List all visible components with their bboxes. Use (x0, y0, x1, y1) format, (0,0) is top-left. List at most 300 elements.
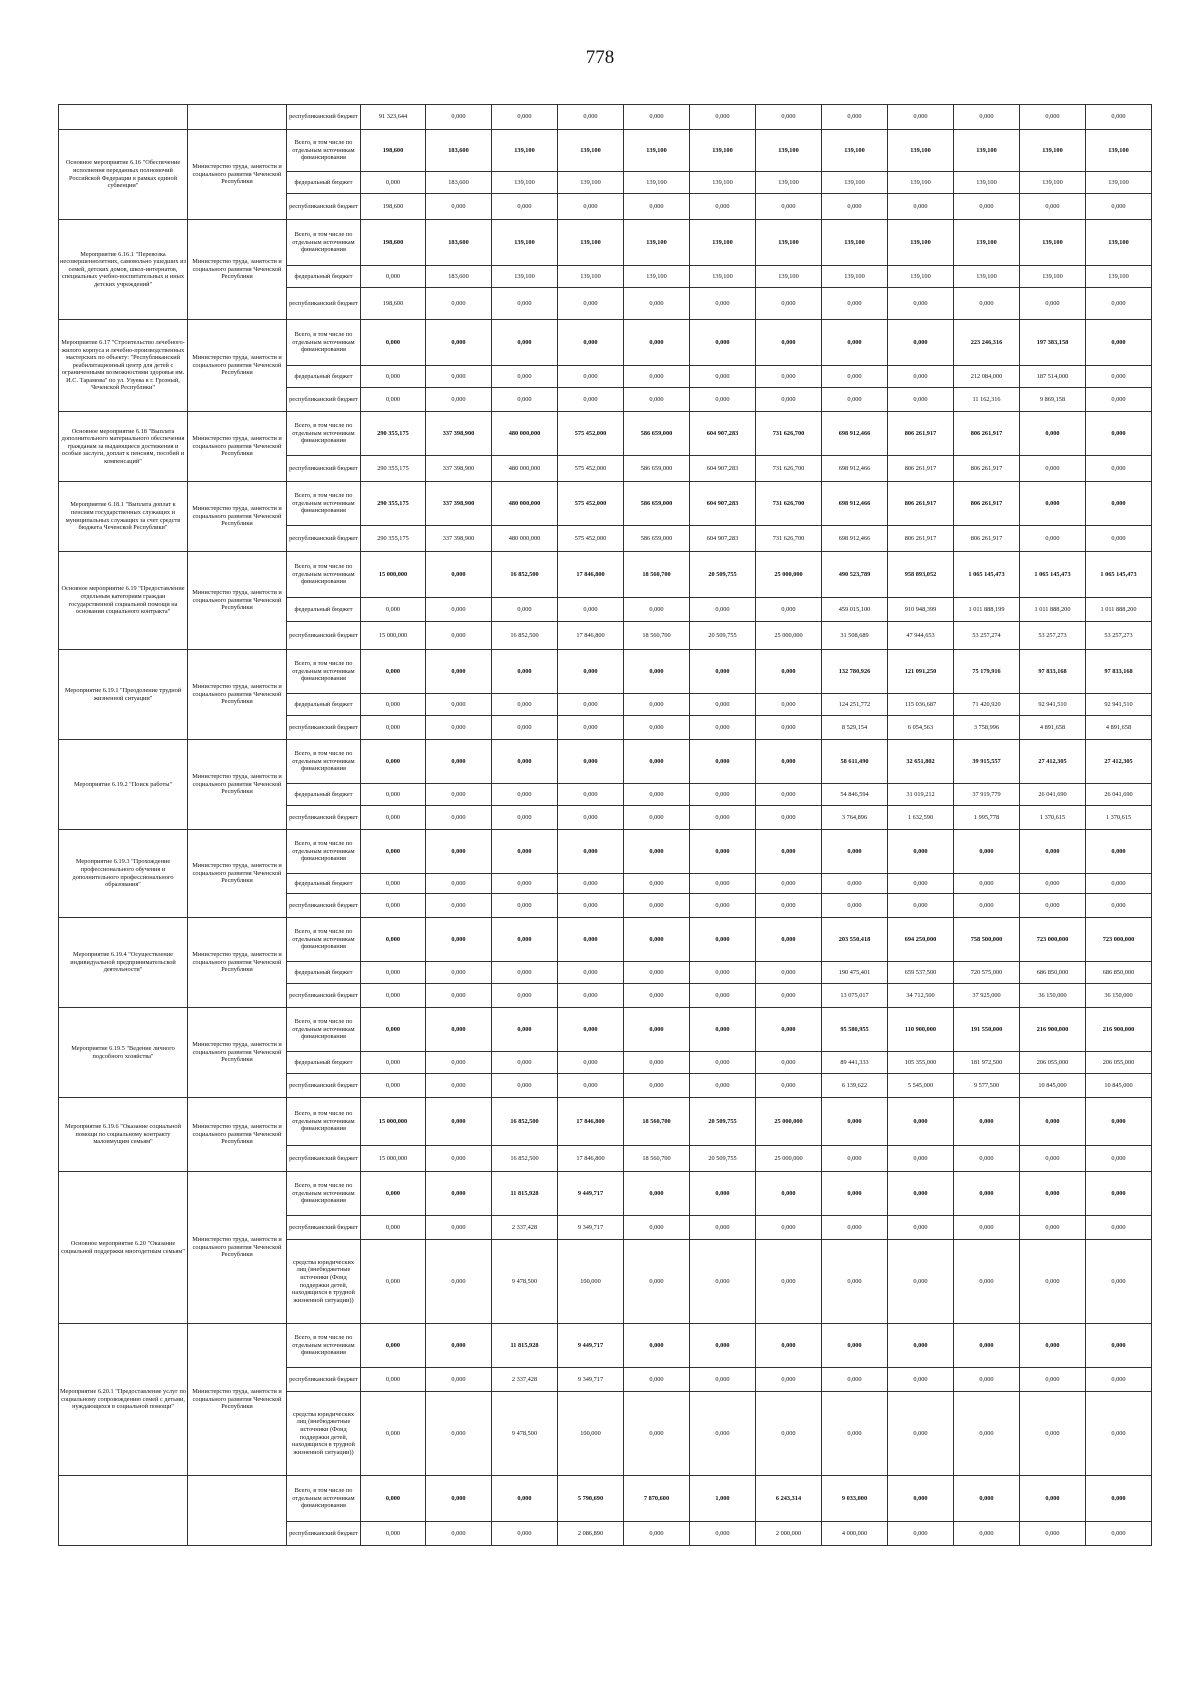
value-cell: 20 509,755 (690, 552, 756, 598)
table-row (59, 1008, 1152, 1052)
executor-cell: Министерство труда, занятости и социального развития Чеченской Республики (188, 830, 287, 918)
value-cell: 0,000 (624, 1074, 690, 1098)
value-cell: 0,000 (361, 716, 426, 740)
value-cell: 9 349,717 (558, 1368, 624, 1392)
source-cell: федеральный бюджет (287, 962, 361, 984)
activity-name-cell: Мероприятие 6.19.3 "Прохождение профессионального обучения и дополнительного профессионального образования" (59, 830, 188, 918)
value-cell: 0,000 (624, 694, 690, 716)
source-cell: республиканский бюджет (287, 1146, 361, 1172)
source-cell: Всего, в том числе по отдельным источникам финансирования (287, 740, 361, 784)
value-cell: 0,000 (690, 366, 756, 388)
value-cell: 0,000 (492, 984, 558, 1008)
value-cell: 0,000 (426, 1522, 492, 1546)
value-cell: 37 919,779 (954, 784, 1020, 806)
value-cell: 0,000 (954, 830, 1020, 874)
value-cell: 0,000 (426, 388, 492, 412)
value-cell: 139,100 (1020, 172, 1086, 194)
value-cell: 0,000 (361, 694, 426, 716)
value-cell: 97 833,168 (1020, 650, 1086, 694)
value-cell: 0,000 (624, 388, 690, 412)
table-row (59, 650, 1152, 694)
value-cell: 92 941,510 (1020, 694, 1086, 716)
value-cell: 0,000 (690, 962, 756, 984)
value-cell: 720 575,000 (954, 962, 1020, 984)
value-cell: 290 355,175 (361, 456, 426, 482)
activity-name-cell: Основное мероприятие 6.16 "Обеспечение исполнения переданных полномочий Российской Федерации в рамках единой субвенции" (59, 130, 188, 220)
value-cell: 0,000 (1086, 1368, 1152, 1392)
activity-name-cell: Мероприятие 6.18.1 "Выплата доплат к пенсиям государственных служащих и муниципальных служащих за счет средств бюджета Чеченской Республики" (59, 482, 188, 552)
value-cell: 0,000 (1086, 1476, 1152, 1522)
value-cell: 0,000 (1086, 1240, 1152, 1324)
value-cell: 958 893,052 (888, 552, 954, 598)
value-cell: 1 995,778 (954, 806, 1020, 830)
value-cell: 0,000 (426, 194, 492, 220)
value-cell: 480 000,000 (492, 482, 558, 526)
value-cell: 0,000 (1086, 412, 1152, 456)
value-cell: 0,000 (624, 366, 690, 388)
value-cell: 0,000 (426, 1476, 492, 1522)
value-cell: 290 355,175 (361, 526, 426, 552)
value-cell: 0,000 (690, 598, 756, 622)
table-row (59, 220, 1152, 266)
source-cell: республиканский бюджет (287, 388, 361, 412)
value-cell: 0,000 (361, 894, 426, 918)
value-cell: 31 019,212 (888, 784, 954, 806)
value-cell: 0,000 (426, 918, 492, 962)
value-cell: 0,000 (822, 366, 888, 388)
value-cell: 0,000 (954, 1476, 1020, 1522)
value-cell: 0,000 (888, 1392, 954, 1476)
value-cell: 0,000 (1020, 874, 1086, 894)
table-row (59, 320, 1152, 366)
value-cell: 0,000 (558, 830, 624, 874)
value-cell: 0,000 (624, 320, 690, 366)
value-cell: 17 846,800 (558, 1146, 624, 1172)
value-cell: 0,000 (426, 740, 492, 784)
value-cell: 731 626,700 (756, 456, 822, 482)
source-cell: республиканский бюджет (287, 716, 361, 740)
value-cell: 13 075,017 (822, 984, 888, 1008)
value-cell: 0,000 (492, 894, 558, 918)
value-cell: 0,000 (1086, 456, 1152, 482)
value-cell: 2 337,428 (492, 1216, 558, 1240)
value-cell: 0,000 (1086, 1324, 1152, 1368)
value-cell: 197 383,158 (1020, 320, 1086, 366)
value-cell: 0,000 (1086, 1172, 1152, 1216)
value-cell: 0,000 (558, 984, 624, 1008)
value-cell: 139,100 (822, 130, 888, 172)
value-cell: 0,000 (1086, 320, 1152, 366)
value-cell: 1 065 145,473 (1086, 552, 1152, 598)
value-cell: 0,000 (888, 894, 954, 918)
value-cell: 53 257,273 (1020, 622, 1086, 650)
value-cell: 0,000 (690, 784, 756, 806)
value-cell: 16 852,500 (492, 1098, 558, 1146)
source-cell: республиканский бюджет (287, 288, 361, 320)
value-cell: 36 150,000 (1020, 984, 1086, 1008)
executor-cell: Министерство труда, занятости и социального развития Чеченской Республики (188, 482, 287, 552)
value-cell: 337 398,900 (426, 526, 492, 552)
activity-name-cell: Основное мероприятие 6.19 "Предоставление отдельным категориям граждан государственной социальной помощи на основании социального контракта" (59, 552, 188, 650)
value-cell: 0,000 (1086, 288, 1152, 320)
value-cell: 0,000 (624, 716, 690, 740)
budget-table (58, 104, 1151, 1546)
value-cell: 659 537,500 (888, 962, 954, 984)
source-cell: республиканский бюджет (287, 894, 361, 918)
value-cell: 9 449,717 (558, 1324, 624, 1368)
value-cell: 731 626,700 (756, 526, 822, 552)
value-cell: 0,000 (756, 105, 822, 130)
value-cell: 459 015,100 (822, 598, 888, 622)
value-cell: 0,000 (1086, 388, 1152, 412)
value-cell: 0,000 (822, 1172, 888, 1216)
executor-cell: Министерство труда, занятости и социального развития Чеченской Республики (188, 552, 287, 650)
value-cell: 1 011 888,200 (1020, 598, 1086, 622)
value-cell: 0,000 (1020, 1324, 1086, 1368)
value-cell: 0,000 (690, 1172, 756, 1216)
value-cell: 0,000 (756, 288, 822, 320)
value-cell: 36 150,000 (1086, 984, 1152, 1008)
value-cell: 25 000,000 (756, 1098, 822, 1146)
source-cell: республиканский бюджет (287, 1522, 361, 1546)
value-cell: 290 355,175 (361, 482, 426, 526)
value-cell: 0,000 (822, 874, 888, 894)
value-cell: 0,000 (426, 984, 492, 1008)
value-cell: 100,000 (558, 1240, 624, 1324)
value-cell: 0,000 (1020, 456, 1086, 482)
value-cell: 0,000 (1086, 526, 1152, 552)
value-cell: 37 925,000 (954, 984, 1020, 1008)
value-cell: 0,000 (690, 874, 756, 894)
value-cell: 0,000 (756, 716, 822, 740)
value-cell: 806 261,917 (954, 482, 1020, 526)
value-cell: 0,000 (690, 105, 756, 130)
source-cell: средства юридических лиц (внебюджетные источники (Фонд поддержки детей, находящихся в трудной жизненной ситуации)) (287, 1240, 361, 1324)
value-cell: 0,000 (1020, 830, 1086, 874)
value-cell: 0,000 (558, 806, 624, 830)
source-cell: республиканский бюджет (287, 622, 361, 650)
value-cell: 27 412,305 (1086, 740, 1152, 784)
value-cell: 0,000 (624, 830, 690, 874)
value-cell: 0,000 (624, 894, 690, 918)
value-cell: 0,000 (1086, 194, 1152, 220)
value-cell: 190 475,401 (822, 962, 888, 984)
value-cell: 124 251,772 (822, 694, 888, 716)
value-cell: 0,000 (822, 1368, 888, 1392)
executor-cell: Министерство труда, занятости и социального развития Чеченской Республики (188, 918, 287, 1008)
value-cell: 0,000 (426, 694, 492, 716)
value-cell: 0,000 (1086, 1098, 1152, 1146)
value-cell: 10 845,000 (1020, 1074, 1086, 1098)
value-cell: 0,000 (361, 1368, 426, 1392)
value-cell: 110 900,000 (888, 1008, 954, 1052)
value-cell: 139,100 (1020, 220, 1086, 266)
value-cell: 0,000 (492, 830, 558, 874)
value-cell: 187 514,000 (1020, 366, 1086, 388)
value-cell: 0,000 (558, 288, 624, 320)
value-cell: 0,000 (426, 784, 492, 806)
value-cell: 0,000 (558, 194, 624, 220)
value-cell: 0,000 (1020, 1476, 1086, 1522)
value-cell: 95 580,955 (822, 1008, 888, 1052)
value-cell: 0,000 (690, 806, 756, 830)
value-cell: 0,000 (361, 1324, 426, 1368)
value-cell: 0,000 (361, 1216, 426, 1240)
value-cell: 0,000 (954, 1240, 1020, 1324)
source-cell: республиканский бюджет (287, 1216, 361, 1240)
value-cell: 0,000 (1086, 874, 1152, 894)
value-cell: 9 478,500 (492, 1240, 558, 1324)
source-cell: федеральный бюджет (287, 266, 361, 288)
value-cell: 0,000 (690, 984, 756, 1008)
value-cell: 139,100 (954, 266, 1020, 288)
value-cell: 0,000 (690, 194, 756, 220)
activity-name-cell: Мероприятие 6.19.2 "Поиск работы" (59, 740, 188, 830)
value-cell: 0,000 (690, 894, 756, 918)
value-cell: 0,000 (624, 1522, 690, 1546)
value-cell: 47 944,653 (888, 622, 954, 650)
value-cell: 0,000 (361, 1172, 426, 1216)
value-cell: 0,000 (1020, 1240, 1086, 1324)
value-cell: 139,100 (558, 266, 624, 288)
value-cell: 0,000 (888, 1368, 954, 1392)
value-cell: 0,000 (624, 1172, 690, 1216)
value-cell: 480 000,000 (492, 526, 558, 552)
value-cell: 0,000 (822, 830, 888, 874)
value-cell: 9 449,717 (558, 1172, 624, 1216)
value-cell: 91 323,644 (361, 105, 426, 130)
value-cell: 0,000 (558, 740, 624, 784)
value-cell: 490 523,789 (822, 552, 888, 598)
value-cell: 25 000,000 (756, 622, 822, 650)
value-cell: 806 261,917 (888, 412, 954, 456)
executor-cell (188, 105, 287, 130)
value-cell: 910 948,399 (888, 598, 954, 622)
value-cell: 0,000 (361, 1240, 426, 1324)
value-cell: 731 626,700 (756, 412, 822, 456)
table-row (59, 1476, 1152, 1522)
value-cell: 183,600 (426, 266, 492, 288)
value-cell: 0,000 (756, 1240, 822, 1324)
value-cell: 0,000 (558, 694, 624, 716)
value-cell: 0,000 (756, 1324, 822, 1368)
value-cell: 0,000 (492, 194, 558, 220)
value-cell: 0,000 (492, 1008, 558, 1052)
source-cell: средства юридических лиц (внебюджетные источники (Фонд поддержки детей, находящихся в трудной жизненной ситуации)) (287, 1392, 361, 1476)
value-cell: 0,000 (624, 194, 690, 220)
value-cell: 0,000 (888, 366, 954, 388)
value-cell: 586 659,000 (624, 456, 690, 482)
value-cell: 0,000 (426, 1172, 492, 1216)
value-cell: 0,000 (822, 894, 888, 918)
value-cell: 723 000,000 (1086, 918, 1152, 962)
value-cell: 0,000 (624, 784, 690, 806)
executor-cell: Министерство труда, занятости и социального развития Чеченской Республики (188, 412, 287, 482)
value-cell: 0,000 (426, 1098, 492, 1146)
source-cell: Всего, в том числе по отдельным источникам финансирования (287, 1324, 361, 1368)
value-cell: 132 780,926 (822, 650, 888, 694)
value-cell: 0,000 (361, 266, 426, 288)
value-cell: 0,000 (361, 962, 426, 984)
value-cell: 0,000 (1020, 105, 1086, 130)
value-cell: 0,000 (624, 1008, 690, 1052)
value-cell: 0,000 (756, 918, 822, 962)
value-cell: 6 054,563 (888, 716, 954, 740)
source-cell: Всего, в том числе по отдельным источникам финансирования (287, 830, 361, 874)
value-cell: 1 011 888,199 (954, 598, 1020, 622)
value-cell: 1,000 (690, 1476, 756, 1522)
value-cell: 0,000 (426, 1052, 492, 1074)
value-cell: 0,000 (690, 1522, 756, 1546)
value-cell: 0,000 (492, 598, 558, 622)
value-cell: 0,000 (492, 1522, 558, 1546)
value-cell: 0,000 (756, 598, 822, 622)
value-cell: 0,000 (426, 1368, 492, 1392)
value-cell: 121 091,250 (888, 650, 954, 694)
value-cell: 0,000 (558, 716, 624, 740)
value-cell: 54 846,594 (822, 784, 888, 806)
value-cell: 17 846,800 (558, 552, 624, 598)
value-cell: 9 478,500 (492, 1392, 558, 1476)
value-cell: 0,000 (558, 388, 624, 412)
value-cell: 698 912,466 (822, 526, 888, 552)
value-cell: 604 907,283 (690, 526, 756, 552)
value-cell: 686 850,000 (1086, 962, 1152, 984)
value-cell: 0,000 (888, 1476, 954, 1522)
value-cell: 0,000 (690, 388, 756, 412)
value-cell: 15 000,000 (361, 622, 426, 650)
value-cell: 0,000 (888, 1216, 954, 1240)
source-cell: Всего, в том числе по отдельным источникам финансирования (287, 552, 361, 598)
value-cell: 198,600 (361, 220, 426, 266)
value-cell: 0,000 (426, 598, 492, 622)
value-cell: 806 261,917 (888, 482, 954, 526)
value-cell: 1 370,615 (1020, 806, 1086, 830)
value-cell: 115 036,687 (888, 694, 954, 716)
value-cell: 0,000 (888, 1172, 954, 1216)
value-cell: 31 508,689 (822, 622, 888, 650)
value-cell: 4 000,000 (822, 1522, 888, 1546)
value-cell: 139,100 (822, 172, 888, 194)
value-cell: 0,000 (624, 650, 690, 694)
value-cell: 139,100 (624, 172, 690, 194)
activity-name-cell: Мероприятие 6.16.1 "Перевозка несовершеннолетних, самовольно ушедших из семей, детских домов, школ-интернатов, специальных учебно-воспитательных и иных детских учреждений" (59, 220, 188, 320)
value-cell: 0,000 (558, 962, 624, 984)
value-cell: 0,000 (1020, 412, 1086, 456)
value-cell: 139,100 (888, 220, 954, 266)
value-cell: 0,000 (361, 366, 426, 388)
activity-name-cell: Мероприятие 6.20.1 "Предоставление услуг по социальному сопровождению семей с детьми, нуждающихся в социальной помощи" (59, 1324, 188, 1476)
value-cell: 0,000 (426, 366, 492, 388)
value-cell: 1 011 888,200 (1086, 598, 1152, 622)
value-cell: 0,000 (690, 1324, 756, 1368)
value-cell: 1 065 145,473 (1020, 552, 1086, 598)
value-cell: 100,000 (558, 1392, 624, 1476)
value-cell: 0,000 (558, 894, 624, 918)
value-cell: 0,000 (558, 1052, 624, 1074)
value-cell: 0,000 (888, 1146, 954, 1172)
value-cell: 9 869,158 (1020, 388, 1086, 412)
value-cell: 0,000 (624, 962, 690, 984)
value-cell: 139,100 (558, 172, 624, 194)
value-cell: 139,100 (1086, 266, 1152, 288)
activity-name-cell: Мероприятие 6.17 "Строительство лечебного-жилого корпуса и лечебно-производственных мастерских по объекту: "Республиканский реабилитационный центр для детей с ограниченными возможностями здоровья им. И.С. Тарамова" по ул. Узуева в г. Грозный, Чеченской Республики" (59, 320, 188, 412)
value-cell: 2 086,890 (558, 1522, 624, 1546)
table-row (59, 412, 1152, 456)
value-cell: 139,100 (1086, 172, 1152, 194)
value-cell: 0,000 (954, 894, 1020, 918)
value-cell: 0,000 (361, 1074, 426, 1098)
value-cell: 0,000 (624, 1392, 690, 1476)
value-cell: 0,000 (888, 1522, 954, 1546)
value-cell: 694 250,000 (888, 918, 954, 962)
executor-cell: Министерство труда, занятости и социального развития Чеченской Республики (188, 1172, 287, 1324)
source-cell: Всего, в том числе по отдельным источникам финансирования (287, 482, 361, 526)
value-cell: 0,000 (426, 320, 492, 366)
table-row (59, 482, 1152, 526)
value-cell: 337 398,900 (426, 412, 492, 456)
value-cell: 0,000 (492, 105, 558, 130)
value-cell: 216 900,000 (1020, 1008, 1086, 1052)
value-cell: 0,000 (888, 288, 954, 320)
value-cell: 0,000 (1086, 894, 1152, 918)
value-cell: 0,000 (558, 598, 624, 622)
value-cell: 183,600 (426, 130, 492, 172)
value-cell: 6 139,622 (822, 1074, 888, 1098)
value-cell: 223 246,316 (954, 320, 1020, 366)
value-cell: 0,000 (426, 650, 492, 694)
value-cell: 604 907,283 (690, 482, 756, 526)
value-cell: 0,000 (888, 874, 954, 894)
value-cell: 0,000 (756, 1052, 822, 1074)
value-cell: 0,000 (1020, 194, 1086, 220)
value-cell: 575 452,000 (558, 526, 624, 552)
value-cell: 0,000 (492, 918, 558, 962)
value-cell: 26 041,690 (1086, 784, 1152, 806)
value-cell: 0,000 (822, 1324, 888, 1368)
executor-cell: Министерство труда, занятости и социального развития Чеченской Республики (188, 320, 287, 412)
value-cell: 139,100 (1086, 130, 1152, 172)
value-cell: 20 509,755 (690, 1098, 756, 1146)
value-cell: 139,100 (756, 266, 822, 288)
value-cell: 11 815,928 (492, 1324, 558, 1368)
value-cell: 0,000 (954, 1172, 1020, 1216)
value-cell: 203 550,418 (822, 918, 888, 962)
value-cell: 0,000 (558, 1074, 624, 1098)
source-cell: федеральный бюджет (287, 366, 361, 388)
value-cell: 0,000 (954, 1098, 1020, 1146)
value-cell: 0,000 (1020, 526, 1086, 552)
table-row (59, 552, 1152, 598)
value-cell: 0,000 (361, 1008, 426, 1052)
value-cell: 0,000 (624, 1240, 690, 1324)
value-cell: 206 055,000 (1020, 1052, 1086, 1074)
value-cell: 0,000 (954, 1392, 1020, 1476)
value-cell: 0,000 (361, 784, 426, 806)
value-cell: 698 912,466 (822, 456, 888, 482)
value-cell: 0,000 (426, 1008, 492, 1052)
table-row (59, 1172, 1152, 1216)
source-cell: федеральный бюджет (287, 874, 361, 894)
value-cell: 16 852,500 (492, 622, 558, 650)
value-cell: 139,100 (1020, 266, 1086, 288)
value-cell: 9 349,717 (558, 1216, 624, 1240)
value-cell: 0,000 (690, 1392, 756, 1476)
value-cell: 0,000 (361, 830, 426, 874)
value-cell: 58 611,490 (822, 740, 888, 784)
source-cell: федеральный бюджет (287, 172, 361, 194)
source-cell: Всего, в том числе по отдельным источникам финансирования (287, 650, 361, 694)
